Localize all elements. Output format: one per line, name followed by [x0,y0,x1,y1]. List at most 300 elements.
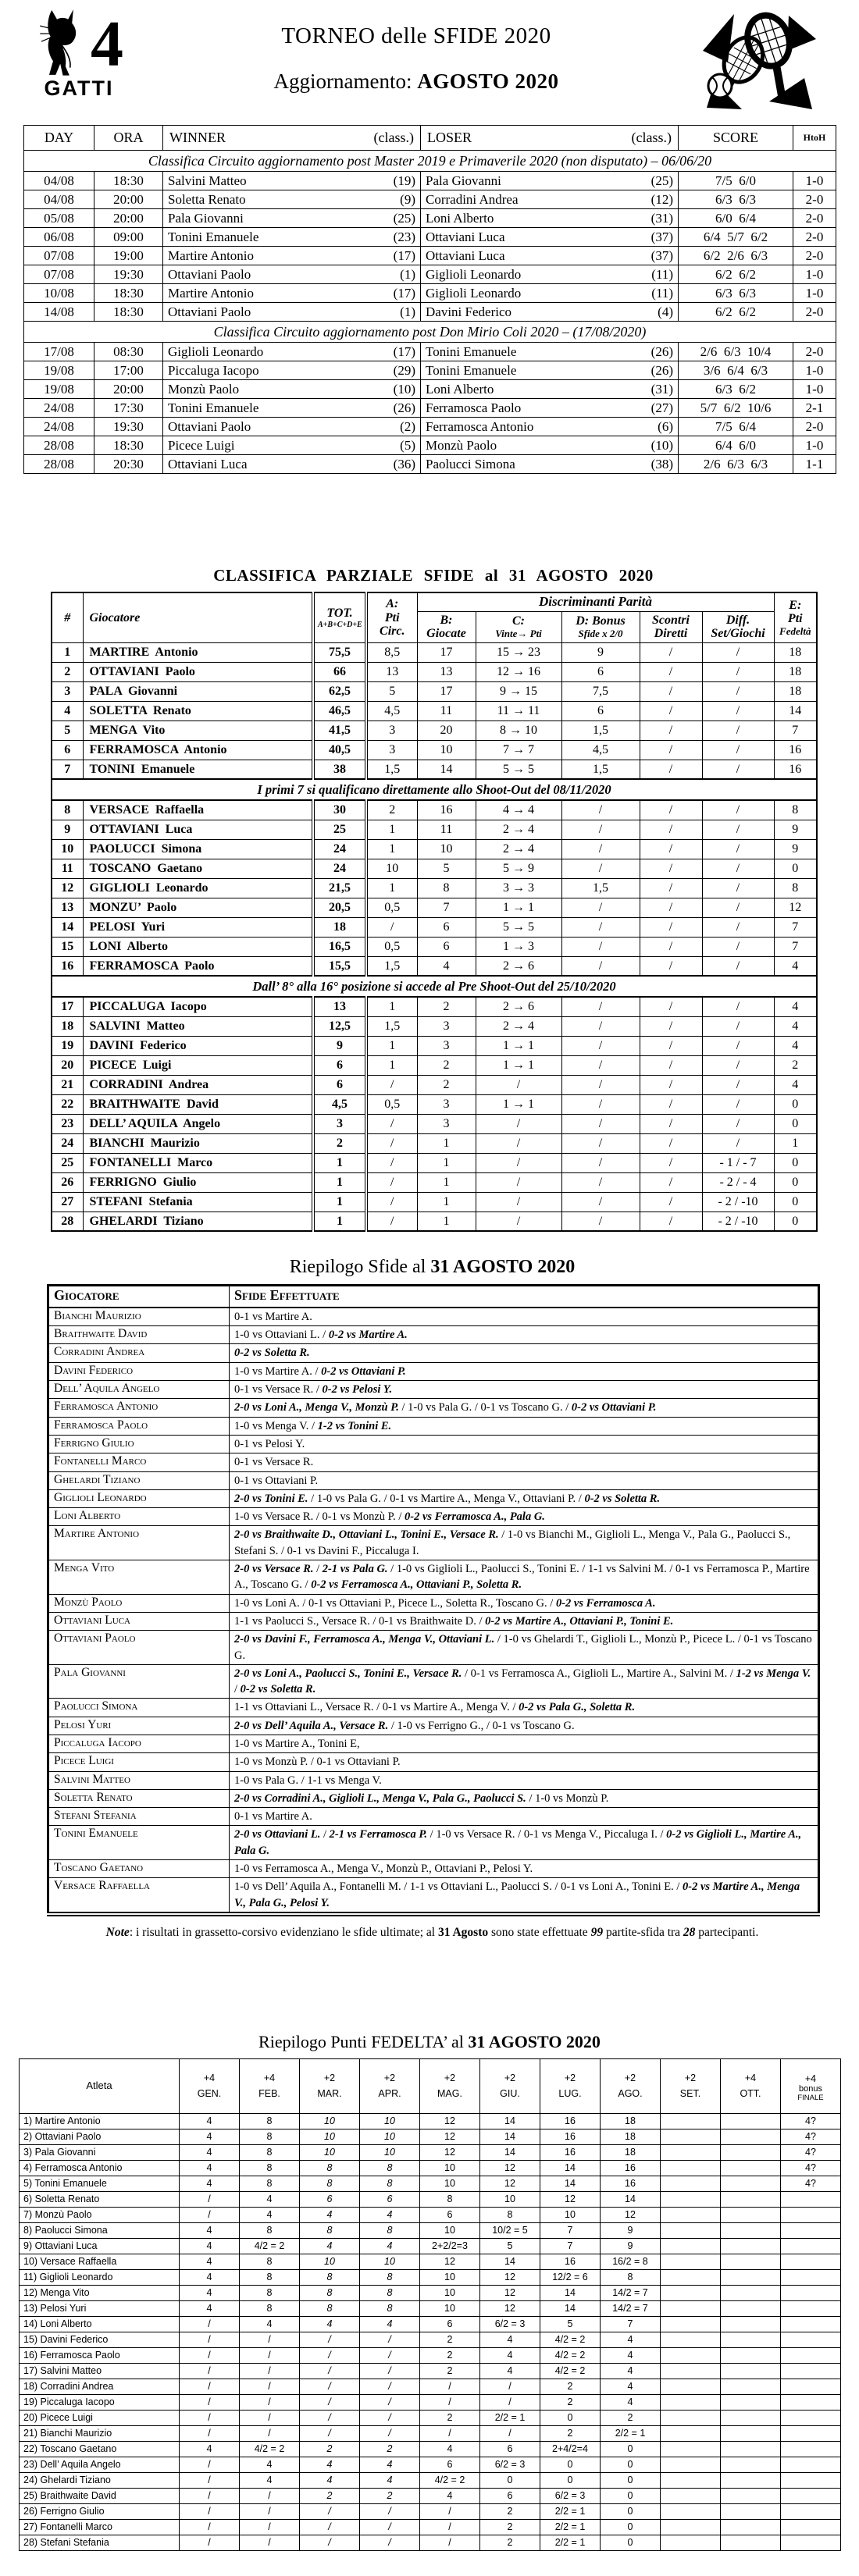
loser-name: Ottaviani Luca [426,247,505,263]
result-segment: 0-2 vs Ferramosca A., Ottaviani P., Soletta R. [311,1578,522,1592]
athlete-name: 18) Corradini Andrea [20,2379,180,2394]
match-loser [421,190,679,209]
bonus-finale-value [781,2503,841,2519]
month-points: 4 [180,2269,240,2285]
match-row [24,436,836,455]
month-points: 4/2 = 2 [540,2363,601,2379]
scontri-diretti: / [640,1036,702,1055]
page-subtitle [137,69,695,94]
month-points [721,2316,781,2332]
result-segment: 0-2 vs Pelosi Y. [322,1383,393,1397]
month-points [721,2254,781,2269]
month-points [721,2300,781,2316]
fedelta-h-atleta: Atleta [20,2058,180,2113]
month-points [661,2269,721,2285]
result-segment: 1-1 vs Ottaviani L., Versace R. / 0-1 vs Martire A., Menga V. / [234,1701,519,1714]
tot-points: 12,5 [313,1016,366,1036]
tot-points: 1 [313,1153,366,1172]
bonus-finale-value [781,2347,841,2363]
month-points: 4/2 = 2 [540,2332,601,2347]
match-row [24,209,836,228]
month-points: / [360,2519,420,2535]
fedelta-h-month [300,2058,360,2113]
month-points: 2 [540,2394,601,2410]
match-score: 6/4 5/7 6/2 [679,228,793,247]
month-points: 14 [480,2129,540,2144]
winner-class: (17) [393,343,415,359]
month-points: 8 [601,2269,661,2285]
fedelta-points: 0 [774,1094,817,1114]
month-points: 0 [480,2472,540,2488]
month-points [721,2191,781,2207]
month-points: / [300,2394,360,2410]
circ-points: 8,5 [366,642,417,662]
match-score: 6/4 6/0 [679,436,793,455]
player-name: SOLETTA Renato [83,701,313,720]
month-points: 4 [601,2394,661,2410]
loser-pair [426,363,673,379]
loser-pair [426,400,673,416]
riepilogo-player: Monzù Paolo [48,1594,230,1612]
result-segment: / 1-0 vs Bianchi M., Giglioli L., Menga V., Pala G., Paolucci S., Stefani S. / 0-1 vs Davini F., Piccaluga I. [234,1528,791,1557]
fedelta-points: 0 [774,1212,817,1231]
tot-points: 24 [313,859,366,878]
diff-set-giochi: / [702,997,774,1016]
month-points: 8 [240,2144,300,2160]
vinte-pti: / [476,1075,561,1094]
fedelta-points: 8 [774,800,817,820]
player-name: FERRAMOSCA Paolo [83,956,313,976]
month-bonus-value: +2 [383,2073,396,2084]
result-segment: 1-0 vs Ottaviani L. / [234,1329,329,1342]
match-winner [163,399,421,418]
bonus-sfide: / [561,1094,640,1114]
fedelta-points: 8 [774,878,817,898]
match-score: 6/3 6/3 [679,284,793,303]
month-bonus-value: +2 [504,2073,516,2084]
result-segment: / [320,1828,330,1841]
loser-pair [426,438,673,454]
month-points: 12/2 = 6 [540,2269,601,2285]
match-winner [163,247,421,265]
match-winner [163,209,421,228]
month-points [661,2332,721,2347]
month-points: 0 [540,2457,601,2472]
month-name: APR. [378,2088,401,2100]
player-name: BRAITHWAITE David [83,1094,313,1114]
winner-class: (36) [393,456,415,471]
winner-name: Martire Antonio [168,285,255,301]
riepilogo-row [48,1326,819,1344]
winner-pair [168,211,415,226]
riepilogo-row [48,1808,819,1826]
matches-table [23,125,836,474]
riepilogo-player: Braithwaite David [48,1326,230,1344]
month-bonus-value: +4 [263,2073,276,2084]
month-points: 16 [540,2113,601,2129]
result-segment: 0-2 vs Soletta R. [584,1492,661,1505]
circ-points: / [366,1114,417,1133]
bonus-top: +4 [804,2073,817,2084]
riepilogo-results [230,1664,819,1699]
vinte-pti: / [476,1153,561,1172]
riepilogo-player: Ferramosca Antonio [48,1399,230,1417]
tot-points: 6 [313,1055,366,1075]
match-score: 6/2 6/2 [679,303,793,322]
athlete-name: 12) Menga Vito [20,2285,180,2300]
scontri-diretti: / [640,1114,702,1133]
loser-class: (31) [650,381,673,397]
month-points: 4 [180,2113,240,2129]
bonus-finale-value [781,2222,841,2238]
rank-position: 20 [52,1055,83,1075]
diff-set-giochi: / [702,720,774,740]
loser-class: (6) [658,418,673,434]
match-winner [163,284,421,303]
month-points [721,2457,781,2472]
month-points: 4/2 = 2 [540,2347,601,2363]
month-points [661,2472,721,2488]
month-points: 0 [540,2472,601,2488]
bonus-finale-value [781,2207,841,2222]
riepilogo-results [230,1612,819,1630]
fedelta-points: 4 [774,956,817,976]
page-title: TORNEO delle SFIDE 2020 [281,23,551,48]
riepilogo-player: Pelosi Yuri [48,1717,230,1735]
match-loser [421,399,679,418]
month-points: / [420,2519,480,2535]
month-name: MAG. [437,2088,462,2100]
bonus-sfide: / [561,1075,640,1094]
riepilogo-results [230,1789,819,1807]
riepilogo-player: Dell’ Aquila Angelo [48,1381,230,1399]
classifica-separator-label: Dall’ 8° alla 16° posizione si accede al Pre Shoot-Out del 25/10/2020 [52,976,817,997]
classifica-row [52,1075,817,1094]
month-points: 8 [420,2191,480,2207]
fedelta-h-month [240,2058,300,2113]
rank-position: 12 [52,878,83,898]
fedelta-points: 18 [774,681,817,701]
riepilogo-player: Salvini Matteo [48,1771,230,1789]
vinte-pti: 12 → 16 [476,662,561,681]
winner-pair [168,267,415,283]
tot-points: 1 [313,1192,366,1212]
month-points [721,2519,781,2535]
month-points: / [420,2503,480,2519]
winner-name: Martire Antonio [168,247,255,263]
circ-points: 1,5 [366,1016,417,1036]
vinte-pti: 3 → 3 [476,878,561,898]
riepilogo-player: Menga Vito [48,1560,230,1595]
fedelta-row [20,2176,841,2191]
bonus-sfide: / [561,1016,640,1036]
match-row [24,399,836,418]
month-points: / [240,2394,300,2410]
vinte-pti: 2 → 4 [476,820,561,839]
riepilogo-row [48,1664,819,1699]
bonus-sfide: / [561,1114,640,1133]
riepilogo-results [230,1860,819,1878]
giocate: 1 [417,1133,476,1153]
vinte-pti: 9 → 15 [476,681,561,701]
month-points: 8 [240,2113,300,2129]
loser-pair [426,344,673,360]
month-name: SET. [679,2088,701,2100]
riepilogo-note [47,1926,818,1940]
month-points: 12 [601,2207,661,2222]
classifica-row [52,740,817,760]
diff-set-giochi: / [702,1016,774,1036]
matches-section-row [24,322,836,343]
athlete-name: 13) Pelosi Yuri [20,2300,180,2316]
logo-number-4 [89,11,125,78]
match-loser [421,455,679,474]
giocate: 20 [417,720,476,740]
month-points: / [180,2316,240,2332]
month-points: 8 [240,2269,300,2285]
h-b-bot: Giocate [426,627,466,641]
month-points: 2 [420,2332,480,2347]
bonus-sfide: / [561,917,640,937]
match-row [24,418,836,436]
month-points: 14 [540,2176,601,2191]
bonus-finale-value [781,2285,841,2300]
result-segment: 2-0 vs Tonini E. [234,1492,308,1505]
tot-points: 16,5 [313,937,366,956]
classifica-header-row-1 [52,592,817,611]
month-points [721,2144,781,2160]
scontri-diretti: / [640,1055,702,1075]
player-name: TOSCANO Gaetano [83,859,313,878]
logo-wordmark: GATTI [44,76,114,100]
month-points [661,2457,721,2472]
h-b-top: B: [440,613,453,627]
giocate: 4 [417,956,476,976]
month-points: 0 [601,2472,661,2488]
loser-pair [426,419,673,435]
month-points: / [180,2379,240,2394]
vinte-pti: 5 → 9 [476,859,561,878]
month-points: 16 [540,2144,601,2160]
month-points: 10 [300,2254,360,2269]
riepilogo-row [48,1826,819,1860]
loser-name: Pala Giovanni [426,173,501,188]
month-points: 4 [480,2347,540,2363]
result-segment: Note [105,1925,130,1939]
rank-position: 19 [52,1036,83,1055]
fedelta-row [20,2425,841,2441]
month-points [721,2379,781,2394]
riepilogo-player: Bianchi Maurizio [48,1308,230,1326]
match-time: 17:00 [94,361,163,380]
diff-set-giochi: / [702,1114,774,1133]
rank-position: 21 [52,1075,83,1094]
match-day: 04/08 [24,172,94,190]
month-points: 8 [240,2222,300,2238]
winner-class: (5) [400,437,415,453]
month-name: FEB. [258,2088,280,2100]
month-points [721,2363,781,2379]
fedelta-row [20,2207,841,2222]
classifica-row [52,1133,817,1153]
scontri-diretti: / [640,740,702,760]
tot-points: 9 [313,1036,366,1055]
riepilogo-results [230,1526,819,1560]
player-name: DAVINI Federico [83,1036,313,1055]
loser-name: Tonini Emanuele [426,343,517,359]
riepilogo-row [48,1860,819,1878]
winner-pair [168,382,415,397]
col-day: DAY [24,126,94,151]
bonus-finale-value [781,2519,841,2535]
result-segment: 1-0 vs Menga V. / [234,1419,318,1432]
winner-pair [168,286,415,301]
riepilogo-player: Fontanelli Marco [48,1453,230,1471]
riepilogo-player: Loni Alberto [48,1508,230,1526]
result-segment: 0-1 vs Martire A. [234,1310,312,1323]
athlete-name: 17) Salvini Matteo [20,2363,180,2379]
giocate: 2 [417,1055,476,1075]
loser-class: (10) [650,437,673,453]
month-points: 2+4/2=4 [540,2441,601,2457]
fedelta-table [19,2058,841,2551]
player-name: OTTAVIANI Paolo [83,662,313,681]
vinte-pti: 8 → 10 [476,720,561,740]
month-points: 4 [240,2457,300,2472]
fedelta-h-month [721,2058,781,2113]
athlete-name: 20) Picece Luigi [20,2410,180,2425]
vinte-pti: 2 → 6 [476,956,561,976]
match-htoh: 2-0 [793,247,836,265]
month-points [661,2488,721,2503]
club-logo [20,6,137,99]
h-e-bot: Fedeltà [779,624,811,637]
fedelta-title-date: 31 AGOSTO 2020 [468,2031,601,2051]
match-row [24,303,836,322]
loser-class: (11) [651,266,673,282]
riepilogo-row [48,1771,819,1789]
month-points [721,2425,781,2441]
month-points: 6/2 = 3 [480,2457,540,2472]
bonus-finale-value [781,2238,841,2254]
tot-points: 1 [313,1172,366,1192]
loser-class: (37) [650,229,673,244]
result-segment: 0-1 vs Versace R. / [234,1383,323,1397]
match-winner [163,228,421,247]
tot-points: 1 [313,1212,366,1231]
scontri-diretti: / [640,820,702,839]
bonus-finale-value [781,2379,841,2394]
bonus-sfide: 7,5 [561,681,640,701]
result-segment: / 1-0 vs Versace R. / 0-1 vs Menga V., Piccaluga I. / [427,1828,667,1841]
match-time: 08:30 [94,343,163,361]
bonus-sfide: / [561,1036,640,1055]
month-points: / [180,2425,240,2441]
classifica-row [52,1212,817,1231]
scontri-diretti: / [640,1153,702,1172]
diff-set-giochi: / [702,917,774,937]
result-segment: 1-0 vs Pala G. / 1-1 vs Menga V. [234,1774,382,1787]
month-points: 6 [420,2207,480,2222]
tot-points: 21,5 [313,878,366,898]
giocate: 16 [417,800,476,820]
match-time: 19:30 [94,418,163,436]
classifica-title: CLASSIFICA PARZIALE SFIDE al 31 AGOSTO 2020 [213,566,654,585]
scontri-diretti: / [640,898,702,917]
col-ora: ORA [94,126,163,151]
fedelta-points: 18 [774,642,817,662]
match-loser [421,284,679,303]
classifica-row [52,820,817,839]
fedelta-row [20,2238,841,2254]
fedelta-row [20,2254,841,2269]
vinte-pti: 5 → 5 [476,760,561,779]
athlete-name: 25) Braithwaite David [20,2488,180,2503]
match-time: 17:30 [94,399,163,418]
month-points: 2 [420,2410,480,2425]
winner-class: (17) [393,247,415,263]
circ-points: 1,5 [366,956,417,976]
scontri-diretti: / [640,1133,702,1153]
winner-class: (29) [393,362,415,378]
scontri-diretti: / [640,1172,702,1192]
month-points: 10 [420,2160,480,2176]
month-points: 8 [360,2160,420,2176]
month-points: 2 [420,2347,480,2363]
result-segment: 1-1 vs Paolucci S., Versace R. / 0-1 vs Braithwaite D. / [234,1614,486,1628]
bonus-sfide: / [561,937,640,956]
fedelta-row [20,2503,841,2519]
scontri-diretti: / [640,839,702,859]
tot-points: 40,5 [313,740,366,760]
circ-points: 10 [366,859,417,878]
fedelta-points: 2 [774,1055,817,1075]
tot-points: 20,5 [313,898,366,917]
result-segment: 0-2 vs Giglioli L., Martire A., Pala G. [234,1828,802,1857]
match-row [24,380,836,399]
rank-position: 2 [52,662,83,681]
result-segment: 99 [590,1925,604,1939]
riepilogo-results [230,1808,819,1826]
riepilogo-header-row [48,1286,819,1308]
match-htoh: 1-1 [793,455,836,474]
col-winner [163,126,421,151]
month-points: 4 [180,2144,240,2160]
month-points: 4 [240,2472,300,2488]
month-points [661,2300,721,2316]
month-points: 10 [420,2300,480,2316]
bonus-finale-value [781,2488,841,2503]
h-b [417,611,476,642]
player-name: CORRADINI Andrea [83,1075,313,1094]
bonus-finale-value [781,2425,841,2441]
match-row [24,228,836,247]
classifica-row [52,642,817,662]
player-name: FERRIGNO Giulio [83,1172,313,1192]
athlete-name: 24) Ghelardi Tiziano [20,2472,180,2488]
month-points: 9 [601,2222,661,2238]
scontri-diretti: / [640,878,702,898]
month-points: 4 [360,2238,420,2254]
month-points: 10 [300,2113,360,2129]
month-points: 0 [601,2519,661,2535]
month-points: / [180,2472,240,2488]
athlete-name: 15) Davini Federico [20,2332,180,2347]
month-points: / [420,2425,480,2441]
month-points: 4 [240,2316,300,2332]
circ-points: 5 [366,681,417,701]
diff-set-giochi: / [702,1075,774,1094]
